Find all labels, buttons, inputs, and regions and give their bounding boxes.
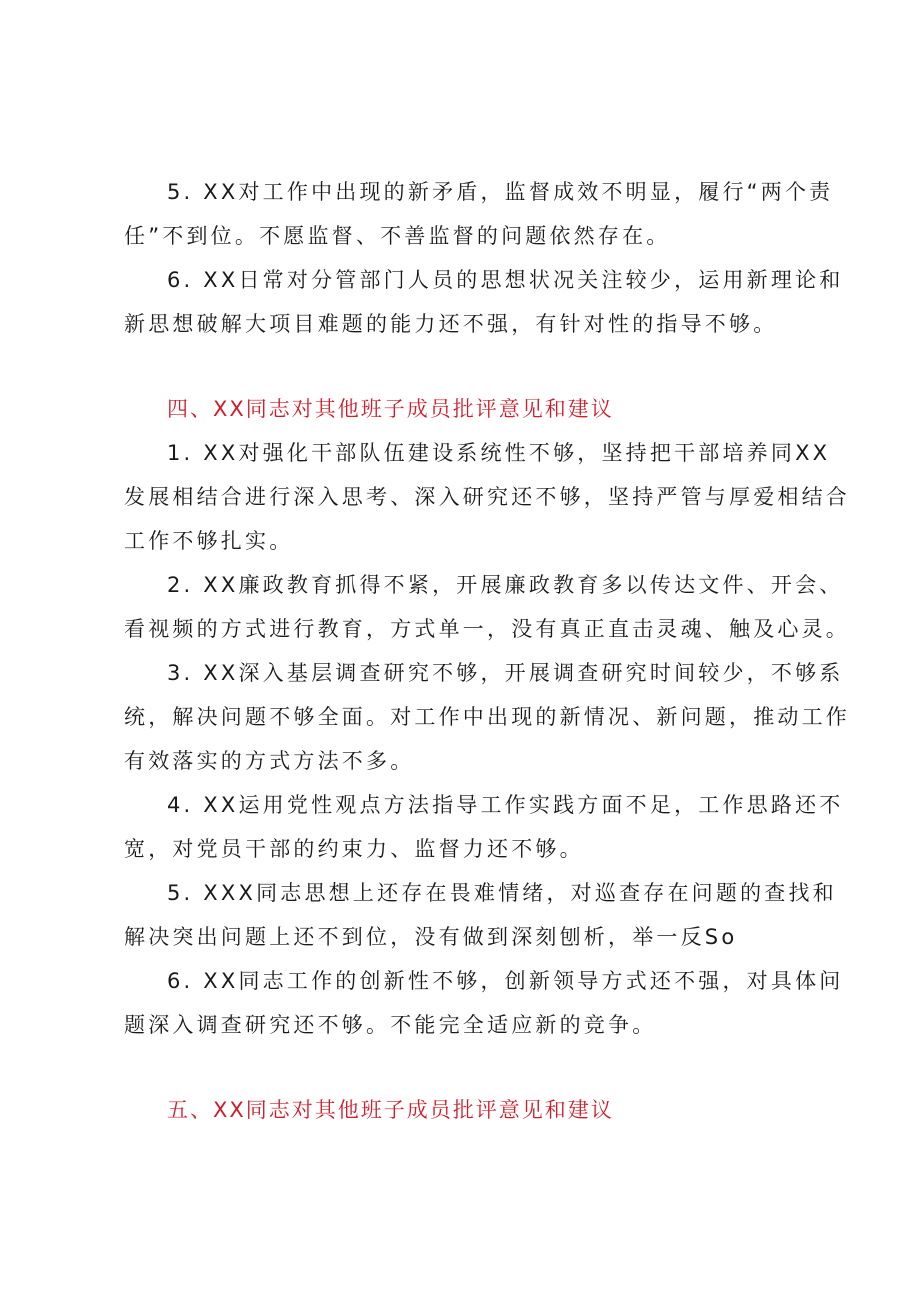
item-6-line-1: 6. XX日常对分管部门人员的思想状况关注较少，运用新理论和 [167,268,844,292]
s4-item-2-line-2: 看视频的方式进行教育，方式单一，没有真正直击灵魂、触及心灵。 [124,617,850,641]
s4-item-6-line-2: 题深入调查研究还不够。不能完全适应新的竞争。 [124,1013,657,1037]
s4-item-5-line-2: 解决突出问题上还不到位，没有做到深刻刨析，举一反So [124,925,738,949]
s4-item-3-line-3: 有效落实的方式方法不多。 [124,749,415,773]
s4-item-4-line-1: 4. XX运用党性观点方法指导工作实践方面不足，工作思路还不 [167,793,844,817]
s4-item-5-line-1: 5. XXX同志思想上还存在畏难情绪，对巡查存在问题的查找和 [167,881,837,905]
s4-item-6-line-1: 6. XX同志工作的创新性不够，创新领导方式还不强，对具体问 [167,969,844,993]
item-6-line-2: 新思想破解大项目难题的能力还不强，有针对性的指导不够。 [124,312,778,336]
s4-item-1-line-1: 1. XX对强化干部队伍建设系统性不够，坚持把干部培养同XX [167,441,831,465]
s4-item-1-line-3: 工作不够扎实。 [124,529,294,553]
s4-item-4-line-2: 宽，对党员干部的约束力、监督力还不够。 [124,837,584,861]
s4-item-3-line-1: 3. XX深入基层调查研究不够，开展调查研究时间较少，不够系 [167,661,844,685]
s4-item-1-line-2: 发展相结合进行深入思考、深入研究还不够，坚持严管与厚爱相结合 [124,485,850,509]
s4-item-2-line-1: 2. XX廉政教育抓得不紧，开展廉政教育多以传达文件、开会、 [167,573,844,597]
item-5-line-2: 任”不到位。不愿监督、不善监督的问题依然存在。 [124,224,671,248]
item-5-line-1: 5. XX对工作中出现的新矛盾，监督成效不明显，履行“两个责 [167,180,834,204]
section-four-heading: 四、XX同志对其他班子成员批评意见和建议 [167,397,614,421]
section-five-heading: 五、XX同志对其他班子成员批评意见和建议 [167,1098,614,1122]
s4-item-3-line-2: 统，解决问题不够全面。对工作中出现的新情况、新问题，推动工作 [124,705,850,729]
